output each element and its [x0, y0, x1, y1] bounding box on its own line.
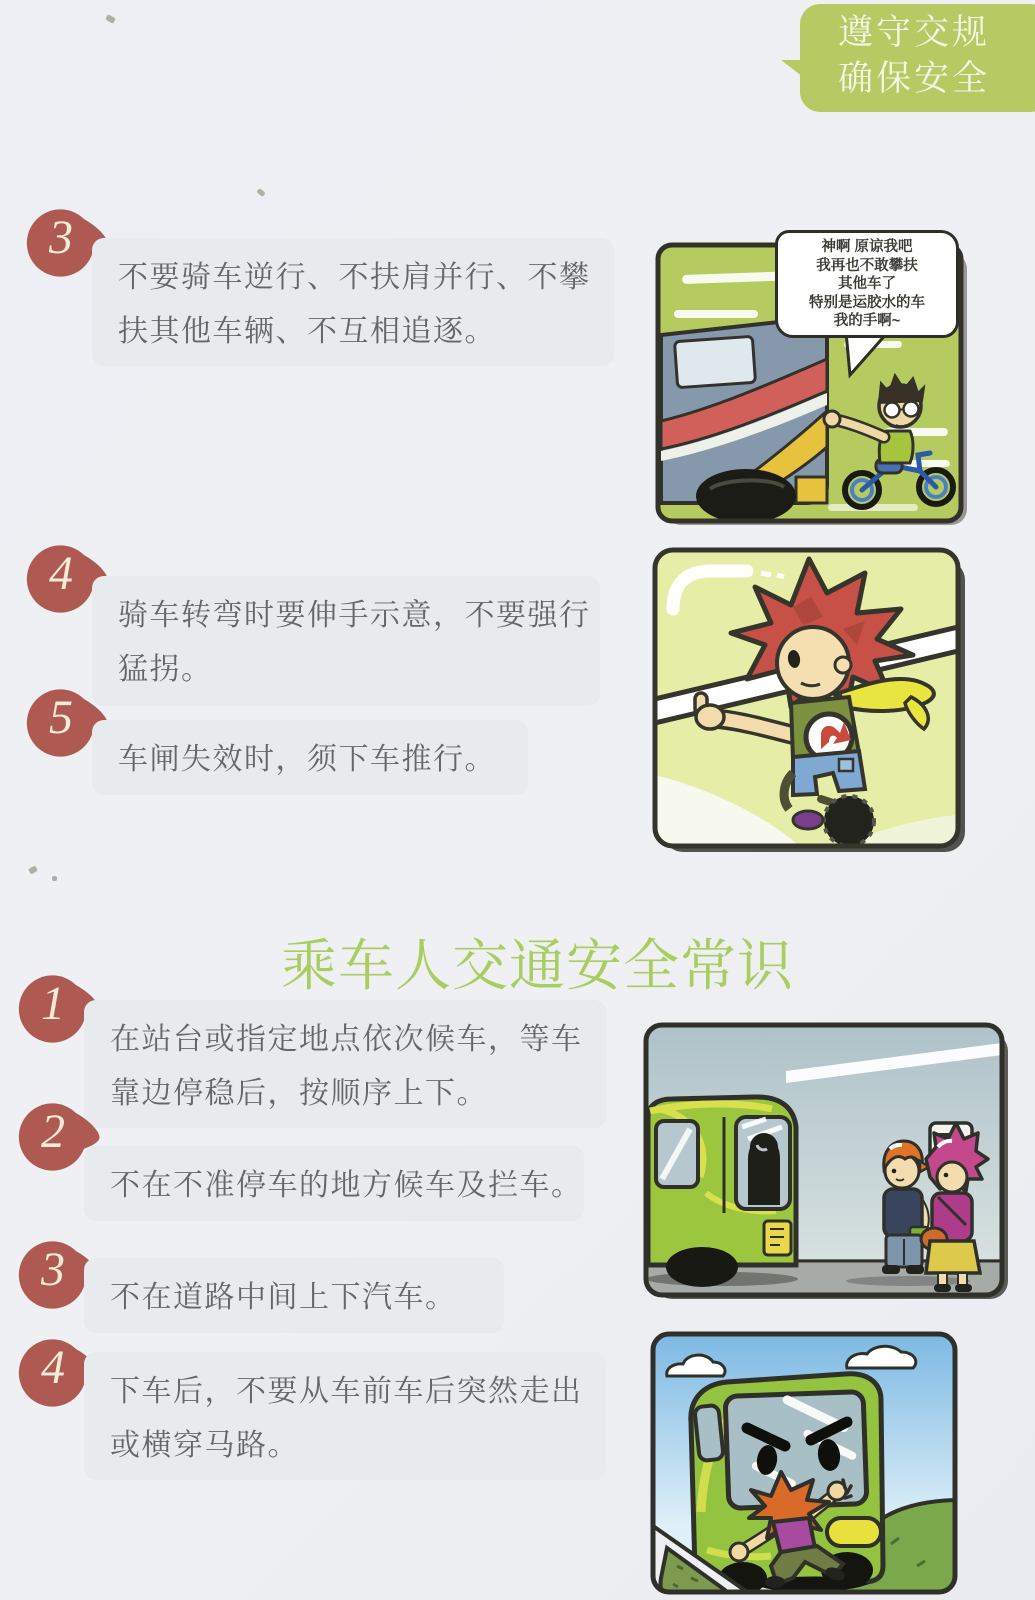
speech-bubble: [775, 230, 959, 338]
illustration-hand-signal-cyclist: [643, 537, 973, 859]
tip-number: 4: [49, 547, 73, 600]
tip-text-block: [92, 238, 614, 366]
speech-line: 其他车了: [838, 276, 896, 292]
speech-line: 我再也不敢攀扶: [816, 257, 918, 274]
tip-line: 下车后，不要从车前车后突然走出: [110, 1375, 583, 1408]
tip-line: 靠边停稳后，按顺序上下。: [110, 1077, 488, 1110]
tip-line: 或横穿马路。: [110, 1429, 299, 1462]
tip-text-block: [92, 720, 528, 795]
speech-bubble-text: [778, 238, 956, 331]
ribbon-line-2: 确保安全: [837, 59, 990, 98]
speech-line: 我的手啊~: [833, 313, 901, 329]
section-title: 乘车人交通安全常识: [281, 934, 794, 997]
tip-number: 3: [41, 1243, 65, 1296]
scan-speck: [28, 865, 38, 874]
tip-line: 在站台或指定地点依次候车，等车: [110, 1023, 583, 1056]
tip-text-block: [84, 1352, 606, 1480]
ribbon-line-1: 遵守交规: [837, 13, 990, 52]
tip-line: 车闸失效时，须下车推行。: [118, 743, 496, 776]
scan-speck: [52, 876, 57, 881]
tip-line: 骑车转弯时要伸手示意，不要强行: [118, 599, 591, 632]
tip-line: 不要骑车逆行、不扶肩并行、不攀: [118, 261, 591, 294]
scan-speck: [105, 14, 116, 24]
tip-line: 扶其他车辆、不互相追逐。: [118, 315, 496, 348]
scan-speck: [256, 188, 265, 197]
speech-line: 特别是运胶水的车: [809, 294, 925, 311]
tip-text-block: [84, 1146, 584, 1221]
tip-number: 4: [41, 1341, 65, 1394]
tip-text-block: [92, 576, 600, 706]
tip-text-block: [84, 1000, 606, 1128]
tip-number: 1: [41, 977, 65, 1030]
tip-text-block: [84, 1258, 504, 1333]
illustration-child-darting-in-front-of-bus: [633, 1322, 993, 1600]
tip-line: 不在不准停车的地方候车及拦车。: [110, 1169, 583, 1202]
speech-line: 神啊 原谅我吧: [821, 239, 913, 255]
tip-number: 5: [49, 691, 73, 744]
illustration-bus-stop-queue: [636, 1013, 1014, 1305]
tip-line: 猛拐。: [118, 653, 213, 686]
tip-number: 2: [41, 1105, 65, 1158]
tip-line: 不在道路中间上下汽车。: [110, 1281, 457, 1314]
header-ribbon-text: [800, 10, 1028, 102]
tip-number: 3: [49, 211, 73, 264]
